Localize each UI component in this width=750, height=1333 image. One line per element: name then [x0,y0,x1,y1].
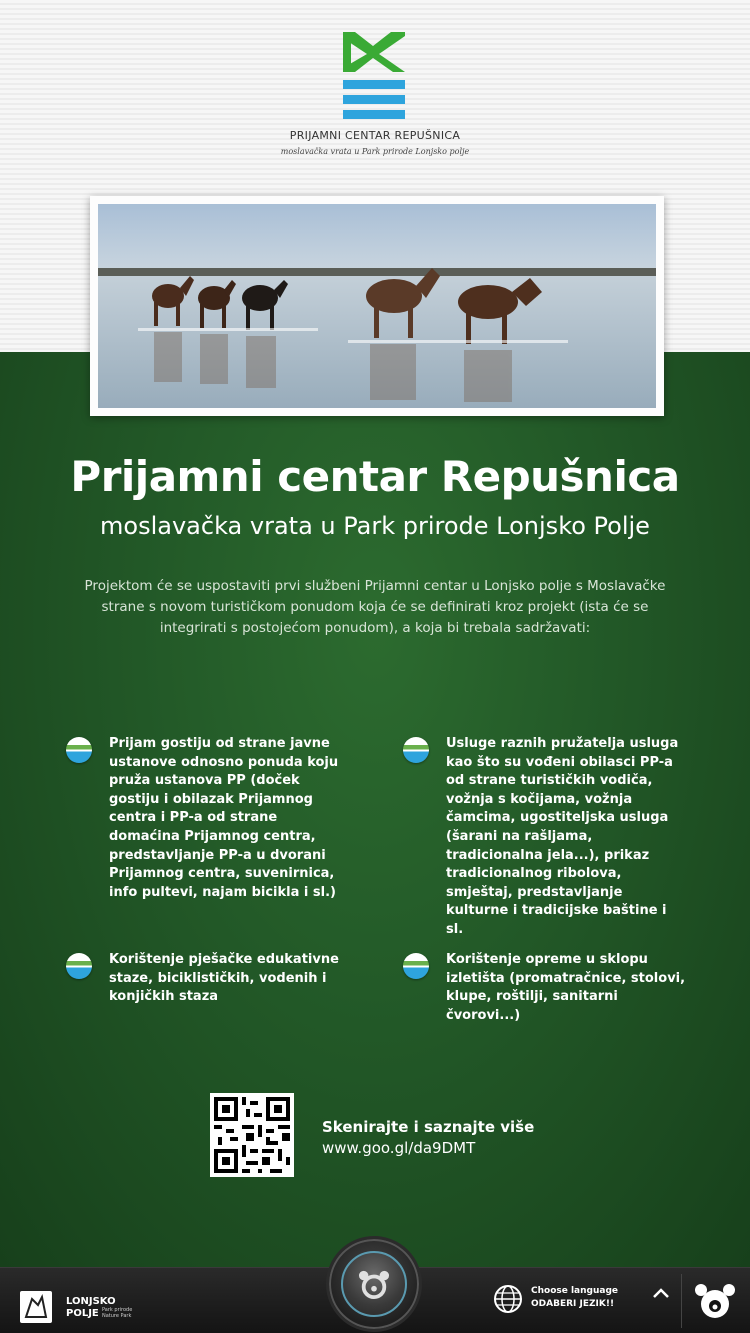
park-logo-icon[interactable] [20,1291,52,1323]
qr-url-link[interactable]: www.goo.gl/da9DMT [322,1139,476,1157]
bullet-icon [66,737,92,763]
list-item-text: Prijam gostiju od strane javne ustanove odnosno ponuda koju pruža ustanova PP (doček gostiju i obilazak Prijamnog centra i PP-a od strane domaćina Prijamnog centra, predstavljanje PP-a u dvorani Prijamnog centra, suvenirnica, info pultevi, najam bicikla i sl.) [109,736,339,900]
choose-language-label-hr[interactable]: ODABERI JEZIK!! [531,1299,615,1309]
park-name-small-1: Park prirode [102,1307,133,1313]
list-item-text: Korištenje opreme u sklopu izletišta (promatračnice, stolovi, klupe, roštilji, sanitarni čvorovi...) [446,952,686,1023]
page-title: Prijamni centar Repušnica [70,452,680,501]
park-name-line1: LONJSKO [66,1296,116,1307]
bullet-icon [66,953,92,979]
globe-icon[interactable] [493,1284,523,1314]
bear-home-icon [341,1251,407,1317]
bottom-bar-divider [681,1274,682,1328]
horses-in-water-photo [98,204,656,408]
logo-subtitle: moslavačka vrata u Park prirode Lonjsko polje [280,147,470,156]
bullet-icon [403,737,429,763]
list-item-text: Korištenje pješačke edukativne staze, biciklističkih, vodenih i konjičkih staza [109,952,339,1005]
choose-language-label[interactable]: Choose language [531,1286,619,1296]
hero-photo-frame [90,196,664,416]
bear-icon[interactable] [694,1282,736,1320]
park-name-small [102,1307,132,1319]
bullet-icon [403,953,429,979]
list-item-text: Usluge raznih pružatelja usluga kao što su vođeni obilasci PP-a od strane turističkih vodiča, vožnja s kočijama, vožnja čamcima, ugostiteljska usluga (šarani na rašljama, tradicionalna jela...), prikaz tradicionalnog ribolova, smještaj, predstavljanje kulturne i tradicijske baštine i sl. [446,736,679,937]
qr-code-icon[interactable] [210,1093,294,1177]
repusnica-logo-icon [343,32,405,120]
page-subtitle: moslavačka vrata u Park prirode Lonjsko Polje [100,512,650,540]
chevron-up-icon[interactable] [650,1282,672,1304]
park-name-line2: POLJE [66,1308,99,1319]
park-name-small-2: Nature Park [102,1313,132,1319]
intro-text: Projektom će se uspostaviti prvi službeni Prijamni centar u Lonjsko polje s Moslavačke strane s novom turističkom ponudom koja će se definirati kroz projekt (ista će se integrirati s postojećom ponudom), a koja bi trebala sadržavati: [84,578,666,636]
home-button[interactable] [326,1236,422,1332]
qr-label: Skenirajte i saznajte više [322,1118,535,1136]
logo-title: PRIJAMNI CENTAR REPUŠNICA [289,129,461,142]
